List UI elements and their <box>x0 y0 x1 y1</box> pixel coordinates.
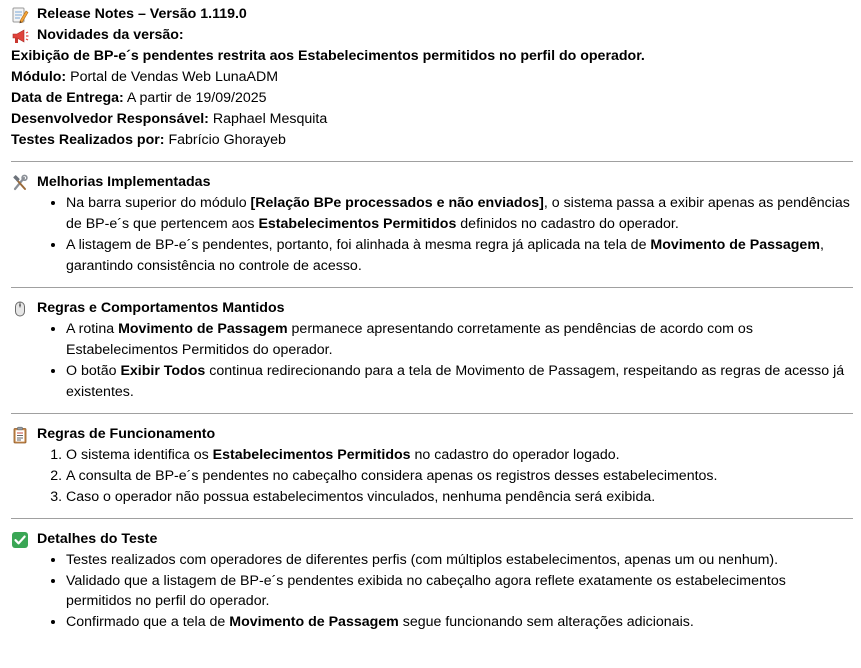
tester-label: Testes Realizados por: <box>11 132 165 148</box>
developer-value: Raphael Mesquita <box>212 111 328 127</box>
developer-row <box>11 109 853 130</box>
check-mark-button-icon <box>11 531 29 549</box>
list-item: • Testes realizados com operadores de diferentes perfis (com múltiplos estabelecimentos, apenas um ou nenhum). <box>66 550 853 571</box>
list-item-text: Na barra superior do módulo <box>66 195 251 211</box>
test-details-list <box>11 550 853 632</box>
list-item-bold: Movimento de Passagem <box>229 613 399 630</box>
test-details-heading <box>11 529 853 550</box>
list-item-bold: Estabelecimentos Permitidos <box>212 447 411 463</box>
memo-pencil-icon <box>11 6 29 24</box>
operation-rules-heading <box>11 424 853 445</box>
list-item-text: O botão <box>66 363 121 379</box>
list-item-bold: Movimento de Passagem <box>650 237 820 253</box>
megaphone-icon <box>11 27 29 45</box>
list-item-text: permanece apresentando corretamente as pendências de acordo com os Estabelecimentos Permitidos do operador. <box>66 321 753 358</box>
list-item: 2. A consulta de BP-e´s pendentes no cabeçalho considera apenas os registros desses estabelecimentos. <box>66 466 853 487</box>
list-item-bold: Exibir Todos <box>120 363 206 379</box>
date-value: A partir de 19/09/2025 <box>126 90 267 106</box>
section-divider <box>11 518 853 519</box>
kept-rules-list <box>11 319 853 403</box>
tester-row <box>11 130 853 151</box>
clipboard-icon <box>11 426 29 444</box>
operation-rules-list <box>11 445 853 508</box>
list-item-text: , o sistema passa a exibir apenas as pendências de BP-e´s que pertencem aos <box>66 195 850 232</box>
module-value: Portal de Vendas Web LunaADM <box>70 69 279 85</box>
list-item-bold: Estabelecimentos Permitidos <box>258 216 457 232</box>
list-item: • Validado que a listagem de BP-e´s pendentes exibida no cabeçalho agora reflete exatamente os estabelecimentos permitidos no perfil do operador. <box>66 571 853 612</box>
list-item-text: O sistema identifica os <box>66 447 213 463</box>
section-divider <box>11 287 853 288</box>
operation-rules-title: Regras de Funcionamento <box>37 426 216 442</box>
module-label: Módulo: <box>11 69 67 85</box>
release-headline: Exibição de BP-e´s pendentes restrita aos Estabelecimentos permitidos no perfil do operador. <box>11 48 645 64</box>
news-heading <box>11 25 853 46</box>
list-item-text: continua redirecionando para a tela de Movimento de Passagem, respeitando as regras de acesso já existentes. <box>66 363 845 400</box>
test-details-title: Detalhes do Teste <box>37 531 158 547</box>
document-title <box>11 4 853 25</box>
list-item-text: , garantindo consistência no controle de acesso. <box>66 237 824 274</box>
mouse-icon <box>11 300 29 318</box>
list-item-bold: [Relação BPe processados e não enviados] <box>250 195 544 211</box>
improvements-title: Melhorias Implementadas <box>37 174 211 190</box>
list-item <box>66 361 853 403</box>
date-label: Data de Entrega: <box>11 90 124 106</box>
document-title-text: Release Notes – Versão 1.119.0 <box>37 6 247 22</box>
list-item <box>66 193 853 235</box>
list-item-text: segue funcionando sem alterações adicionais. <box>398 613 694 630</box>
list-item-text: A listagem de BP-e´s pendentes, portanto, foi alinhada à mesma regra já aplicada na tela de <box>66 237 651 253</box>
list-item <box>66 235 853 277</box>
list-item: 3. Caso o operador não possua estabelecimentos vinculados, nenhuma pendência será exibida. <box>66 487 853 508</box>
list-item-text: Confirmado que a tela de <box>66 613 230 630</box>
date-row <box>11 88 853 109</box>
hammer-wrench-icon <box>11 174 29 192</box>
kept-rules-heading <box>11 298 853 319</box>
improvements-list <box>11 193 853 277</box>
tester-value: Fabrício Ghorayeb <box>168 132 286 148</box>
list-item-text: A rotina <box>66 321 119 337</box>
list-item <box>66 319 853 361</box>
section-divider <box>11 413 853 414</box>
news-label: Novidades da versão: <box>37 27 184 43</box>
module-row <box>11 67 853 88</box>
list-item <box>66 612 853 633</box>
list-item-text: no cadastro do operador logado. <box>410 447 620 463</box>
list-item-bold: Movimento de Passagem <box>118 321 288 337</box>
kept-rules-title: Regras e Comportamentos Mantidos <box>37 300 285 316</box>
developer-label: Desenvolvedor Responsável: <box>11 111 209 127</box>
improvements-heading <box>11 172 853 193</box>
list-item <box>66 445 853 466</box>
section-divider <box>11 161 853 162</box>
list-item-text: definidos no cadastro do operador. <box>456 216 679 232</box>
